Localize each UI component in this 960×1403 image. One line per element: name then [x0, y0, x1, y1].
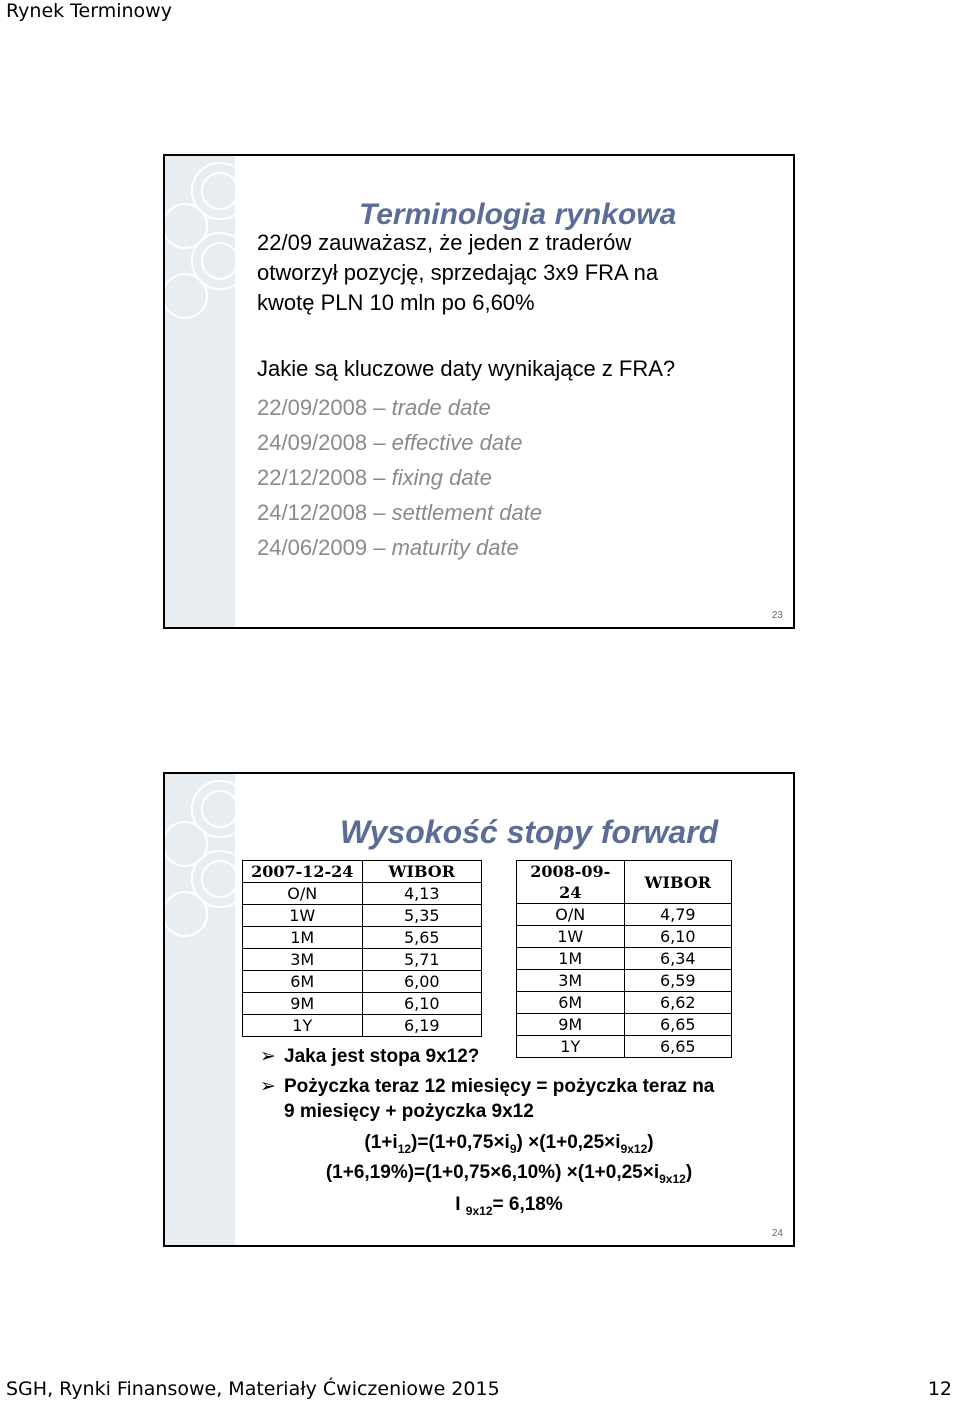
dash: –	[373, 465, 386, 490]
bullet-question	[260, 1044, 479, 1069]
slide-number: 23	[771, 610, 783, 621]
dash: –	[373, 535, 386, 560]
formula-part: I	[455, 1194, 466, 1215]
bullet-arrow-icon: ➢	[260, 1076, 276, 1097]
rate-cell: 6,34	[624, 948, 732, 970]
decorative-strip	[165, 156, 235, 627]
page-footer-source: SGH, Rynki Finansowe, Materiały Ćwiczeniowe 2015	[6, 1378, 500, 1400]
formula-subscript: 9x12	[465, 1203, 493, 1218]
tenor-cell: 9M	[243, 993, 363, 1015]
date-value: 24/12/2008	[257, 500, 368, 525]
rate-cell: 4,79	[624, 904, 732, 926]
wibor-table-2007	[242, 860, 482, 1037]
date-item	[257, 425, 542, 460]
formula-general	[195, 1132, 795, 1156]
rate-cell: 5,35	[362, 905, 482, 927]
table-row	[243, 971, 482, 993]
date-item	[257, 390, 542, 425]
formula-part: ) ×(1+0,25×i	[516, 1132, 621, 1153]
date-description: fixing date	[391, 465, 492, 490]
date-description: trade date	[391, 395, 491, 420]
tenor-cell: 1W	[243, 905, 363, 927]
formula-part: (1+6,19%)=(1+0,75×6,10%) ×(1+0,25×i	[325, 1162, 660, 1183]
rate-cell: 5,71	[362, 949, 482, 971]
page-header: Rynek Terminowy	[6, 0, 172, 22]
table-row	[243, 993, 482, 1015]
date-value: 24/09/2008	[257, 430, 368, 455]
table-row	[517, 1036, 732, 1058]
wibor-table-2008	[516, 860, 732, 1058]
table-row	[517, 948, 732, 970]
date-value: 24/06/2009	[257, 535, 368, 560]
bullet-arrow-icon: ➢	[260, 1046, 276, 1067]
date-item	[257, 460, 542, 495]
formula-subscript: 12	[397, 1141, 412, 1156]
bullet-text-line1: Pożyczka teraz 12 miesięcy = pożyczka teraz na	[284, 1076, 715, 1097]
rate-cell: 6,00	[362, 971, 482, 993]
date-value: 22/09/2008	[257, 395, 368, 420]
scenario-line: 22/09 zauważasz, że jeden z traderów	[257, 230, 632, 255]
rate-cell: 6,65	[624, 1014, 732, 1036]
slide-title: Terminologia rynkowa	[359, 198, 677, 231]
tenor-cell: 1Y	[517, 1036, 625, 1058]
table-row	[243, 905, 482, 927]
formula-subscript: 9x12	[659, 1171, 686, 1186]
formula-numeric	[195, 1162, 795, 1186]
formula-part: = 6,18%	[492, 1194, 563, 1215]
formula-part: )	[685, 1162, 693, 1183]
table-row	[243, 927, 482, 949]
dates-list	[257, 390, 542, 565]
decorative-circles-icon	[165, 156, 235, 629]
dash: –	[373, 395, 386, 420]
rate-cell: 4,13	[362, 883, 482, 905]
tenor-cell: 1M	[517, 948, 625, 970]
table-row	[243, 949, 482, 971]
date-item	[257, 530, 542, 565]
formula-part: )	[647, 1132, 654, 1153]
formula-part: )=(1+0,75×i	[411, 1132, 510, 1153]
slide-title: Wysokość stopy forward	[340, 814, 719, 850]
table-row	[517, 904, 732, 926]
table-row	[243, 883, 482, 905]
tenor-cell: O/N	[517, 904, 625, 926]
table-row	[517, 970, 732, 992]
table-row	[517, 1014, 732, 1036]
date-description: maturity date	[391, 535, 519, 560]
table-header-wibor: WIBOR	[624, 861, 732, 904]
scenario-text	[257, 228, 658, 318]
question-text: Jakie są kluczowe daty wynikające z FRA?	[257, 356, 676, 381]
page-number: 12	[927, 1378, 952, 1400]
slide-number: 24	[771, 1228, 783, 1239]
table-row	[517, 926, 732, 948]
formula-result	[195, 1194, 795, 1218]
dash: –	[373, 500, 386, 525]
slide-24	[163, 772, 795, 1247]
slide-23	[163, 154, 795, 629]
tenor-cell: 3M	[243, 949, 363, 971]
dash: –	[373, 430, 386, 455]
rate-cell: 5,65	[362, 927, 482, 949]
rate-cell: 6,62	[624, 992, 732, 1014]
table-header-date: 2007-12-24	[243, 861, 363, 883]
date-value: 22/12/2008	[257, 465, 368, 490]
rate-cell: 6,59	[624, 970, 732, 992]
rate-cell: 6,65	[624, 1036, 732, 1058]
scenario-line: kwotę PLN 10 mln po 6,60%	[257, 290, 535, 315]
bullet-explanation	[260, 1074, 760, 1124]
tenor-cell: 1M	[243, 927, 363, 949]
formula-subscript: 9x12	[620, 1141, 648, 1156]
bullet-text-line2: 9 miesięcy + pożyczka 9x12	[284, 1101, 534, 1122]
date-description: settlement date	[391, 500, 543, 525]
tenor-cell: 3M	[517, 970, 625, 992]
table-header-wibor: WIBOR	[362, 861, 482, 883]
table-row	[517, 992, 732, 1014]
table-header-date: 2008-09-24	[517, 861, 625, 904]
rate-cell: 6,19	[362, 1015, 482, 1037]
table-row	[243, 1015, 482, 1037]
tenor-cell: 1W	[517, 926, 625, 948]
table-header-row	[243, 861, 482, 883]
bullet-text: Jaka jest stopa 9x12?	[284, 1046, 480, 1067]
formula-subscript: 9	[509, 1141, 517, 1156]
rate-cell: 6,10	[362, 993, 482, 1015]
tenor-cell: O/N	[243, 883, 363, 905]
date-item	[257, 495, 542, 530]
tenor-cell: 9M	[517, 1014, 625, 1036]
table-header-row	[517, 861, 732, 904]
formula-part: (1+i	[364, 1132, 398, 1153]
rate-cell: 6,10	[624, 926, 732, 948]
tenor-cell: 6M	[243, 971, 363, 993]
scenario-line: otworzył pozycję, sprzedając 3x9 FRA na	[257, 260, 659, 285]
tenor-cell: 6M	[517, 992, 625, 1014]
tenor-cell: 1Y	[243, 1015, 363, 1037]
date-description: effective date	[391, 430, 523, 455]
